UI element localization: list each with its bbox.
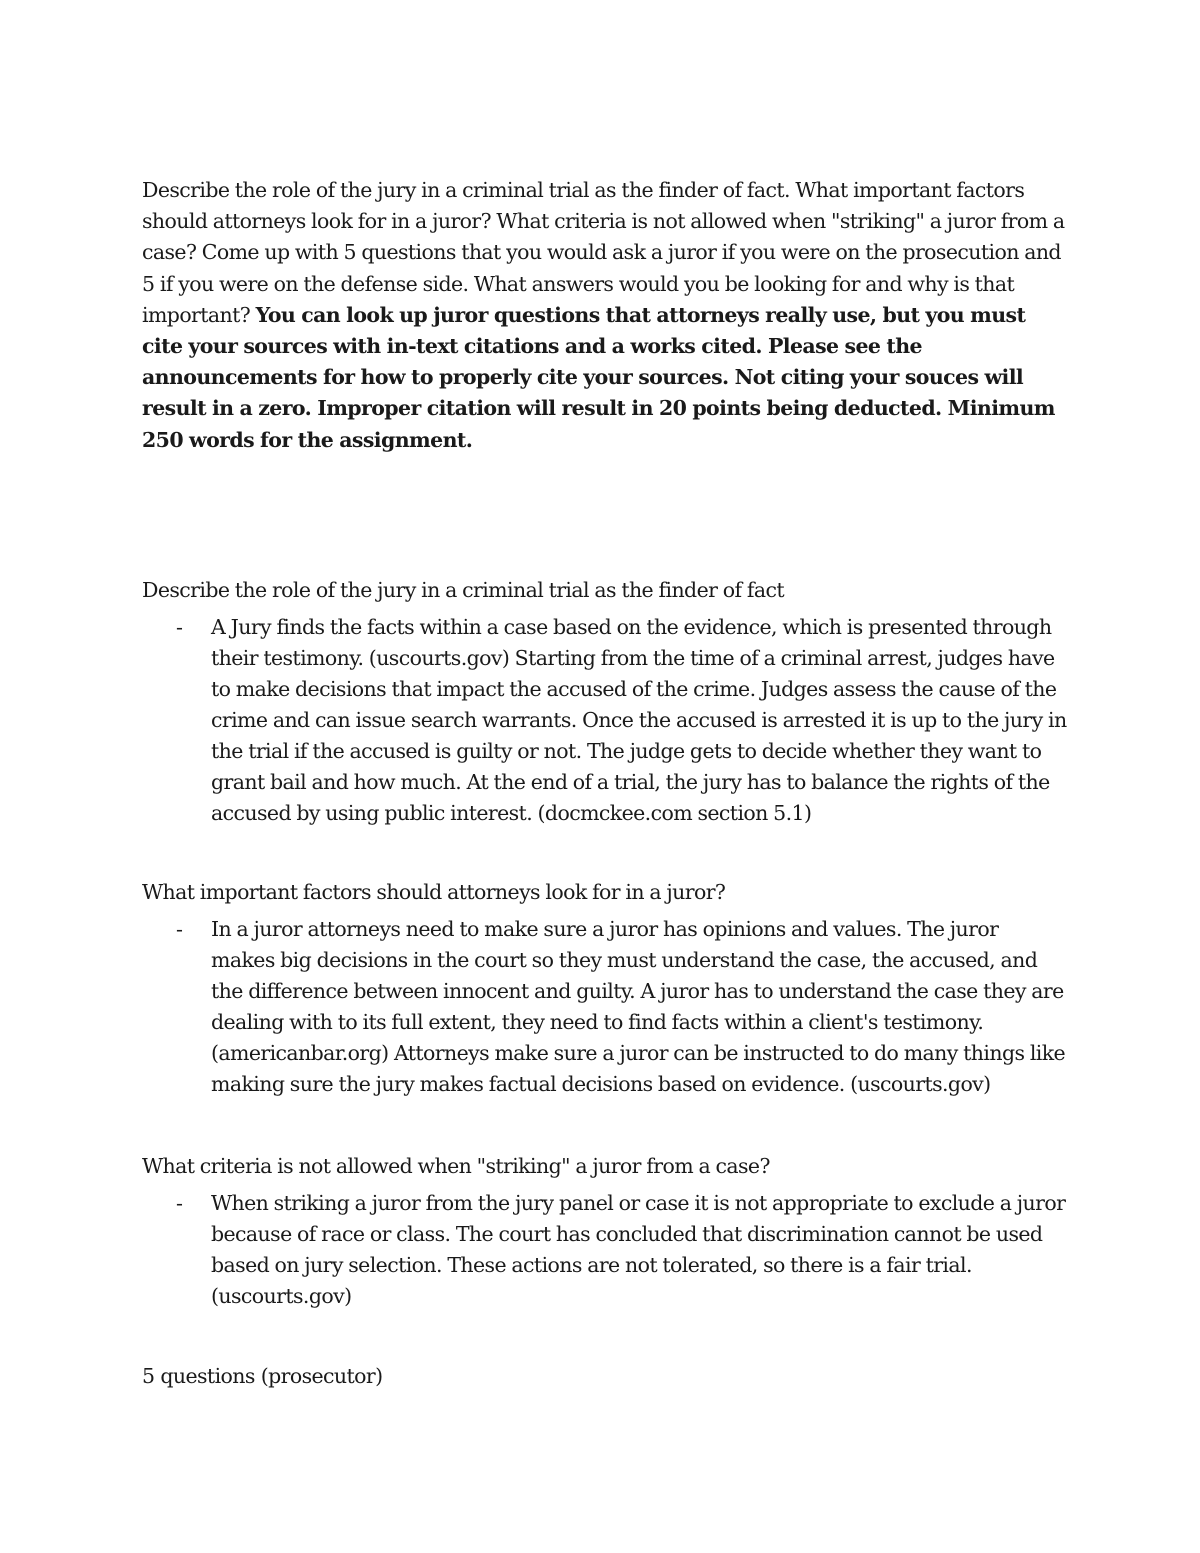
section-heading: What criteria is not allowed when "striking" a juror from a case? — [142, 1154, 770, 1178]
section-juror-factors — [142, 877, 1067, 1100]
section-jury-role — [142, 575, 1067, 829]
section-striking-criteria — [142, 1151, 1067, 1312]
prompt-requirements: You can look up juror questions that attorneys really use, but you must cite your sources with in-text citations and a works cited. Please see the announcements for how to properly cite your sources. Not citing your souces will result in a zero. Improper citation will result in 20 points being deducted. Minimum 250 words for the assignment. — [142, 302, 1055, 452]
answer-text: In a juror attorneys need to make sure a juror has opinions and values. The juror makes big decisions in the court so they must understand the case, the accused, and the difference between innocent and guilty. A juror has to understand the case they are dealing with to its full extent, they need to find facts within a client's testimony. (americanbar.org) Attorneys make sure a juror can be instructed to do many things like making sure the jury makes factual decisions based on evidence. (uscourts.gov) — [211, 917, 1066, 1096]
list-item — [142, 612, 1067, 829]
bullet-dash: - — [176, 615, 183, 639]
assignment-prompt — [142, 175, 1067, 456]
bullet-dash: - — [176, 1191, 183, 1215]
answer-text: A Jury finds the facts within a case based on the evidence, which is presented through their testimony. (uscourts.gov) Starting from the time of a criminal arrest, judges have to make decisions that impact the accused of the crime. Judges assess the cause of the crime and can issue search warrants. Once the accused is arrested it is up to the jury in the trial if the accused is guilty or not. The judge gets to decide whether they want to grant bail and how much. At the end of a trial, the jury has to balance the rights of the accused by using public interest. (docmckee.com section 5.1) — [211, 615, 1067, 825]
prosecutor-questions-heading: 5 questions (prosecutor) — [142, 1364, 383, 1388]
section-heading: What important factors should attorneys look for in a juror? — [142, 880, 726, 904]
list-item — [142, 1188, 1067, 1312]
section-heading: Describe the role of the jury in a criminal trial as the finder of fact — [142, 578, 784, 602]
bullet-dash: - — [176, 917, 183, 941]
prompt-text: Describe the role of the jury in a criminal trial as the finder of fact. What important factors should attorneys look for in a juror? What criteria is not allowed when "striking" a juror from a case? Come up with 5 questions that you would ask a juror if you were on the prosecution and 5 if you were on the defense side. What answers would you be looking for and why is that important? — [142, 178, 1065, 327]
list-item — [142, 914, 1067, 1100]
answer-text: When striking a juror from the jury panel or case it is not appropriate to exclude a juror because of race or class. The court has concluded that discrimination cannot be used based on jury selection. These actions are not tolerated, so there is a fair trial. (uscourts.gov) — [211, 1191, 1066, 1308]
